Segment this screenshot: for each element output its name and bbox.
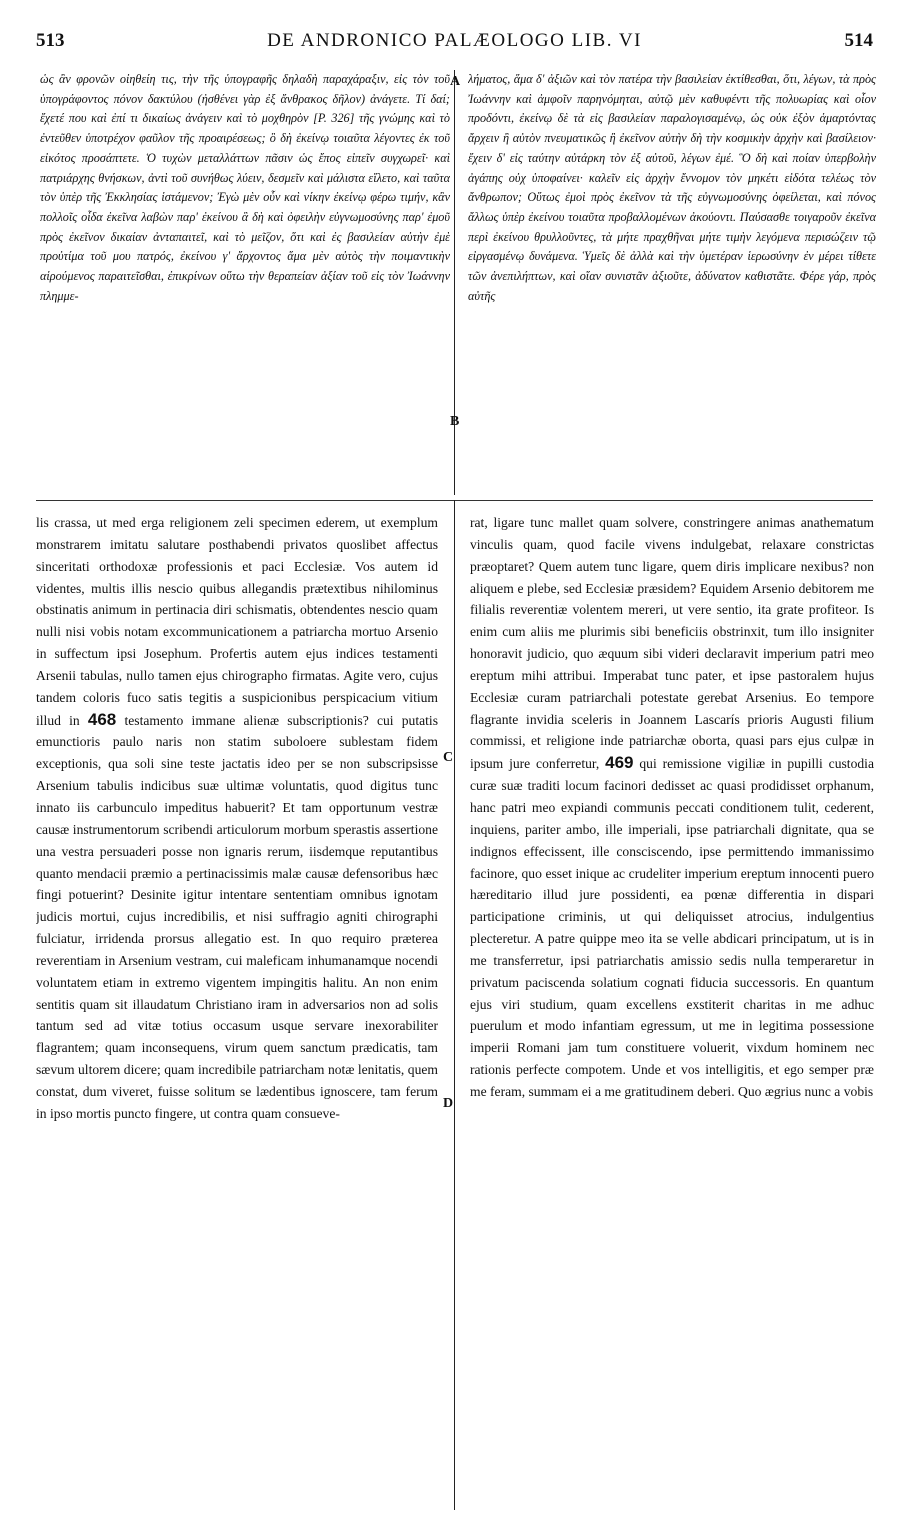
latin-paragraph: lis crassa, ut med erga religionem zeli specimen ederem, ut exemplum monstrarem imitatu salutare posthabendi privatos quoslibet affectus sinceritati orthodoxæ professionis et paci Ecclesiæ. Vos autem id videntes, multis illis nescio quibus allegandis prætextibus nihilominus obstinatis animum in pertinacia diri schismatis, obtendentes nescio quam nulli nisi vobis notam excommunicationem a patriarcha mortuo Arsenio in suffectum ipsi Josephum. Profertis autem ejus indices testamenti Arsenii tabulas, nullo tamen ejus chirographo firmatas. Agite vero, cujus tandem coloris fuco satis tegitis a suspicionibus perspicacium vitium illud in <box>36 515 438 728</box>
section-marker-d: D <box>443 1096 454 1111</box>
column-divider-bottom <box>454 500 455 1510</box>
latin-paragraph: qui remissione vigiliæ in pupilli custodia curæ suæ traditi locum facinori dedisset ac quasi prodidisset orphanum, hanc patri meo expiandi communis peccati conditionem tulit, cederent, inquiens, pariter ambo, ille imperiali, ipse patriarchali dignitate, qua se indignos effecissent, ille consciscendo, ipse permittendo immanissimo facinore, quo esset inique ac crudeliter imperium ereptum innocenti puero hæreditario illud jure possidenti, ea pœnæ differentia in dispari participatione criminis, ut qui deliquisset atrocius, indulgentius plecteretur. A patre quippe meo ita se velle abdicari principatum, ut is in me transferretur, ipsi patriarchatis amissio sedis nulla temperaretur in privatum paciscenda solatium cognati fiducia successoris. En quantum ejus viri studium, quam excellens exstiterit charitas in me adhuc puerulum et modo infantiam egressum, ut me in legitima possessione imperii Romani jam tum constituere voluerit, vixdum hominem nec rationis perfecte compotem. Unde et vos intelligitis, et ego semper præ me feram, summam ei a me gratitudinem deberi. Quo ægrius nunc a vobis <box>470 756 874 1099</box>
latin-text-right-column <box>470 512 874 1512</box>
column-divider-top <box>454 70 455 495</box>
section-marker-c: C <box>443 750 454 765</box>
running-title: DE ANDRONICO PALÆOLOGO LIB. VI <box>267 30 642 51</box>
edition-page-reference: 468 <box>87 709 117 729</box>
latin-paragraph: rat, ligare tunc mallet quam solvere, constringere animas anathematum vinculis quam, quod facile vivens indulgebat, relaxare constrictas præoptaret? Quem autem tunc ligare, quem diris implicare nexibus? non aliquem e plebe, sed Ecclesiæ præsidem? Equidem Arsenio debitorem me filialis reverentiæ volentem mereri, ut vere sentio, ita grate profiteor. Is enim cum aliis me plurimis sibi beneficiis obstrinxit, tum illo insigniter honoravit judicio, quo æquum sibi videri declaravit imperium patri meo ereptum mihi attribui. Imperabat tunc pater, et ipse pastoralem hujus Ecclesiæ curam patriarchali potestate gerebat Arsenius. Eo tempore flagrante invidia sceleris in Joannem Lascarís prioris Augusti filium commissi, et religione inde patriarchæ oborta, quasi pars ejus culpæ in ipsum jure conferretur, <box>470 515 874 772</box>
greek-paragraph: Ὑμεῖς δὲ ἀλλὰ καὶ τὴν ὑμετέραν ἱερωσύνην ἐν μέρει τίθετε τῶν ἀνεπιλήπτων, καὶ οἵαν συνιστᾶν ἀξιοῦτε, ἀδύνατον καθιστᾶτε. Φέρε γάρ, πρὸς αὐτῆς <box>468 249 876 303</box>
page-header <box>36 30 873 56</box>
section-marker-b: B <box>450 414 460 429</box>
page-number-left: 513 <box>36 30 65 51</box>
latin-paragraph: testamento immane alienæ subscriptionis? cui putatis emunctioris paulo naris non statim suboloere sublestam fidem exceptionis, qua soli sine teste jactatis ideo per se non subscripsisse Arsenium tabulis indicibus suæ ultimæ voluntatis, quod digitus tunc innato iis carbunculo impeditus habuerit? Et tam opportunum vestræ causæ instrumentorum scribendi articulorum morbum sperastis assertione una vestra persuaderi posse non ignaris rerum, iisdemque reputantibus quanto mendacii præmio a pertinacissimis malæ causæ defensoribus hæc fingi potuerint? Desinite igitur intentare sententiam omnibus ignotam judicis mortui, cujus incredibilis, et nisi suffragio agniti chirographi fulciatur, irridenda prorsus allegatio est. In quo requiro præterea reverentiam in Arsenium vestram, cui maleficam inhumanamque nocendi voluntatem etiam in extremo vigentem impingitis halitu. An non enim sentitis quam sit illaudatum Christiano iram in adversarios non ad solis tantum sed ad vitæ totius occasum usque servare inexorabiliter flagrantem; quam inconsequens, virum quem sanctum prædicatis, tam sævum ultorem dicere; quam incredibile patriarcham notæ lenitatis, quem constat, dum viveret, fuisse solitum se lædentibus ignoscere, tam ferum in ipso mortis puncto fingere, ut contra quam consueve- <box>36 712 438 1121</box>
greek-paragraph: ὡς ἂν φρονῶν οἰηθείη τις, τὴν τῆς ὑπογραφῆς δηλαδὴ παραχάραξιν, εἰς τὸν τοῦ ὑπογράφοντος πόνον δακτύλου (ἠσθένει γὰρ ἐξ ἄνθρακος δῆλον) ἀνάγετε. Τί δαί; ἔχετέ που καὶ ἐπί τι δικαίως ἀνάγειν καὶ τὸ μοχθηρὸν [P. 326] τῆς γνώμης καὶ τὸ ἐντεῦθεν ὑποτρέχον φαῦλον τῆς προαιρέσεως; ὃ δὴ ἐκείνῳ τοιαῦτα λέγοντες ἐκ τοῦ εἰκότος προσάπτετε. Ὁ τυχὼν μεταλλάττων πᾶσιν ὡς ἔπος εἰπεῖν συγχωρεῖ· καὶ πατριάρχης θνήσκων, ἀντὶ τοῦ συνήθως λύειν, δεσμεῖν καὶ μάλιστα εἵλετο, καὶ ταῦτα τὸν ὑπὲρ τῆς Ἐκκλησίας ἱστάμενον; Ἐγὼ μὲν οὖν καὶ νίκην ἐκείνῳ φέρω τιμήν, κἂν πολλοῖς οἶδα ἐκεῖνα λαβὼν παρ' ἐκείνου ἃ δὴ καὶ ὀφειλὴν εὐγνωμοσύνης παρ' ἐμοῦ πρὸς ἐκεῖνον δικαίαν ἀνταπαιτεῖ, καὶ τὸ μεῖζον, ὅτι καὶ ἐς βασιλείαν αὐτὴν ἐμὲ προὐτίμα τοῦ μου πατρός, ἐκείνου γ' ἄρχοντος ἅμα μὲν αὐτὸς τὴν ποιμαντικὴν αἱρούμενος παραιτεῖσθαι, ἐπικρίνων οὕτω τὴν θεραπείαν ἀξίαν τοῦ εἰς τὸν Ἰωάννην πλημμε- <box>40 72 450 303</box>
edition-page-reference: 469 <box>605 753 634 773</box>
page-number-right: 514 <box>844 30 873 51</box>
greek-text-left-column <box>40 70 450 490</box>
greek-text-right-column <box>468 70 876 490</box>
greek-paragraph: λήματος, ἅμα δ' ἀξιῶν καὶ τὸν πατέρα τὴν βασιλείαν ἐκτίθεσθαι, ὅτι, λέγων, τὰ πρὸς Ἰωάννην καὶ ἀμφοῖν παρηνόμηται, αὐτῷ μὲν καθυφέντι τῆς πολυωρίας καὶ οἷον προδόντι, ἐκείνῳ δὲ τὰ εἰς βασιλείαν παραλογισαμένῳ, ὡς οὐκ ἐξὸν ἁμαρτόντας ἄρχειν ἢ αὐτὸν πνευματικῶς ἢ ἐκεῖνον αὐτὴν δὴ τὴν κοσμικὴν ἀρχὴν καὶ βασίλειον· ἔχειν δ' εἰς ταύτην αὐτάρκη τὸν ἐξ αὐτοῦ, λέγων ἐμέ. Ὃ δὴ καὶ ποίαν ὑπερβολὴν ἀγάπης οὐχ ὑποφαίνει· καλεῖν εἰς ἀρχὴν ἔννομον τὸν μηκέτι εἰδότα τελέως τὸν ἄνθρωπον; Οὕτως ἐμοὶ πρὸς ἐκεῖνον τὰ τῆς εὐγνωμοσύνης ὀφείλεται, καὶ πόνος ἄλλως ὑπὲρ ἐκείνου τοιαῦτα προβαλλομένων ἀκούοντι. Παύσασθε τοιγαροῦν ἐκεῖνα περὶ ἐκείνου θρυλλοῦντες, τὰ μήτε πραχθῆναι μήτε τιμὴν λεγόμενα περισώζειν τῷ εἰργασμένῳ δυνάμενα. <box>468 72 876 264</box>
latin-text-left-column <box>36 512 438 1512</box>
section-marker-a: A <box>450 74 461 89</box>
